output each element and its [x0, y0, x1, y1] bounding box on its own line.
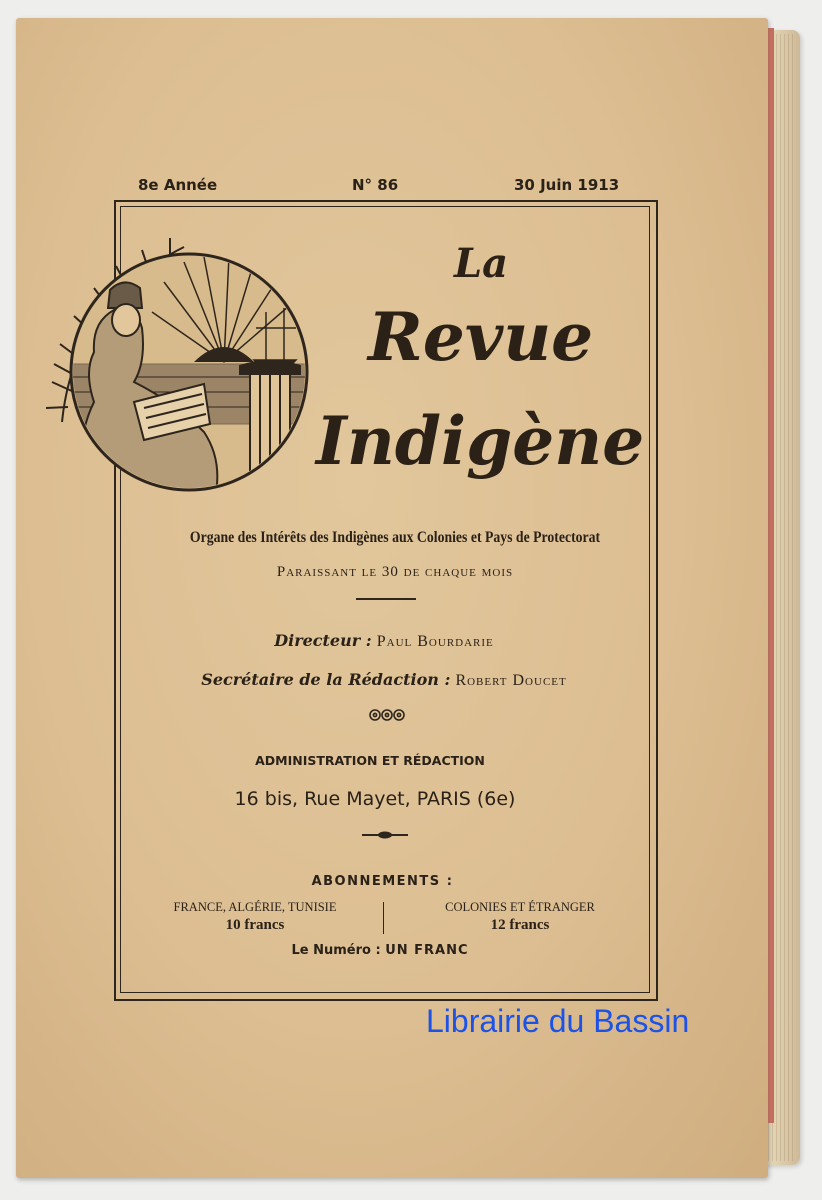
divider-ornament-icon	[362, 830, 408, 840]
issue-price-line	[120, 943, 640, 958]
divider-rule	[356, 598, 416, 600]
title-la: La	[454, 240, 509, 287]
subscription-price-right: 12 francs	[490, 917, 550, 933]
subscriptions-label: ABONNEMENTS :	[311, 874, 454, 889]
director-label: Directeur :	[274, 631, 372, 650]
subscription-region-right: COLONIES ET ÉTRANGER	[445, 900, 595, 914]
publication-frequency: Paraissant le 30 de chaque mois	[276, 564, 514, 580]
issue-price-value: UN FRANC	[385, 943, 469, 958]
subscription-divider	[383, 902, 384, 934]
title-indigene: Indigène	[316, 402, 645, 480]
director-line	[120, 631, 648, 651]
issue-number: N° 86	[352, 176, 399, 194]
subscription-region-left: FRANCE, ALGÉRIE, TUNISIE	[173, 900, 337, 914]
issue-price-label: Le Numéro :	[291, 943, 381, 958]
administration-label: ADMINISTRATION ET RÉDACTION	[255, 753, 485, 768]
secretary-name: Robert Doucet	[455, 672, 567, 689]
subtitle: Organe des Intérêts des Indigènes aux Colonies et Pays de Protectorat	[189, 529, 601, 546]
secretary-line	[120, 670, 648, 690]
year-label: 8e Année	[138, 176, 218, 194]
address: 16 bis, Rue Mayet, PARIS (6e)	[234, 788, 516, 810]
secretary-label: Secrétaire de la Rédaction :	[201, 670, 451, 689]
title-revue: Revue	[368, 298, 594, 376]
bookseller-watermark: Librairie du Bassin	[426, 1003, 690, 1039]
issue-date: 30 Juin 1913	[514, 176, 620, 194]
subscription-price-left: 10 francs	[225, 917, 285, 933]
emblem-illustration	[34, 232, 324, 522]
director-name: Paul Bourdarie	[376, 633, 494, 650]
ornament-icon	[368, 708, 406, 722]
